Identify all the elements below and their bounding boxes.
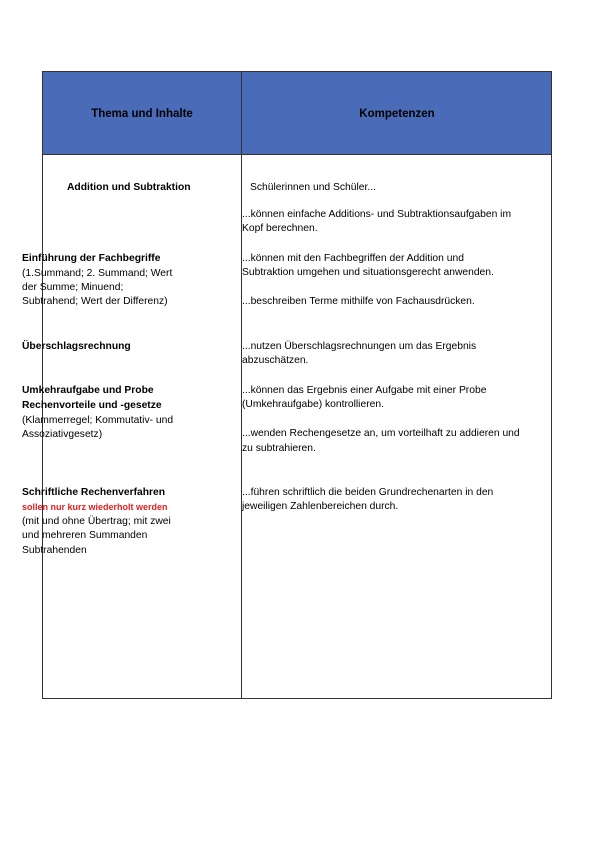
comp-5-line1: ...können das Ergebnis einer Aufgabe mit einer Probe: [242, 385, 487, 396]
comp-7-line1: ...führen schriftlich die beiden Grundrechenarten in den: [242, 487, 494, 498]
topic-addition-subtraction: Addition und Subtraktion: [67, 182, 191, 193]
topic-ueberschlag: Überschlagsrechnung: [22, 341, 131, 352]
topic-umkehr-line2: Rechenvorteile und -gesetze: [22, 400, 162, 411]
comp-5-line2: (Umkehraufgabe) kontrollieren.: [242, 399, 384, 410]
topic-fachbegriffe-line2: der Summe; Minuend;: [22, 282, 124, 293]
comp-7-line2: jeweiligen Zahlenbereichen durch.: [242, 501, 399, 512]
comp-intro: Schülerinnen und Schüler...: [250, 182, 376, 193]
topic-schriftlich-note: sollen nur kurz wiederholt werden: [22, 502, 168, 512]
topic-umkehr-line3: (Klammerregel; Kommutativ- und: [22, 415, 174, 426]
topic-schriftlich-line3: Subtrahenden: [22, 545, 87, 556]
comp-6-line2: zu subtrahieren.: [242, 443, 316, 454]
topic-fachbegriffe-title: Einführung der Fachbegriffe: [22, 253, 161, 264]
topic-umkehr-line1: Umkehraufgabe und Probe: [22, 385, 154, 396]
topic-schriftlich-title: Schriftliche Rechenverfahren: [22, 487, 166, 498]
topic-fachbegriffe-line3: Subtrahend; Wert der Differenz): [22, 296, 168, 307]
comp-4-line2: abzuschätzen.: [242, 355, 309, 366]
topic-schriftlich-line2: und mehreren Summanden: [22, 530, 148, 541]
comp-1-line1: ...können einfache Additions- und Subtraktionsaufgaben im: [242, 209, 512, 220]
header-topics: Thema und Inhalte: [91, 107, 193, 120]
topic-fachbegriffe-line1: (1.Summand; 2. Summand; Wert: [22, 268, 173, 279]
topic-umkehr-line4: Assoziativgesetz): [22, 429, 103, 440]
table-header: [43, 72, 551, 155]
comp-3: ...beschreiben Terme mithilfe von Fachausdrücken.: [242, 296, 475, 307]
comp-2-line2: Subtraktion umgehen und situationsgerecht anwenden.: [242, 267, 494, 278]
comp-1-line2: Kopf berechnen.: [242, 223, 318, 234]
header-competencies: Kompetenzen: [359, 107, 435, 120]
comp-2-line1: ...können mit den Fachbegriffen der Addition und: [242, 253, 464, 264]
comp-4-line1: ...nutzen Überschlagsrechnungen um das Ergebnis: [242, 341, 477, 352]
topic-schriftlich-line1: (mit und ohne Übertrag; mit zwei: [22, 516, 171, 527]
comp-6-line1: ...wenden Rechengesetze an, um vorteilhaft zu addieren und: [242, 428, 520, 439]
